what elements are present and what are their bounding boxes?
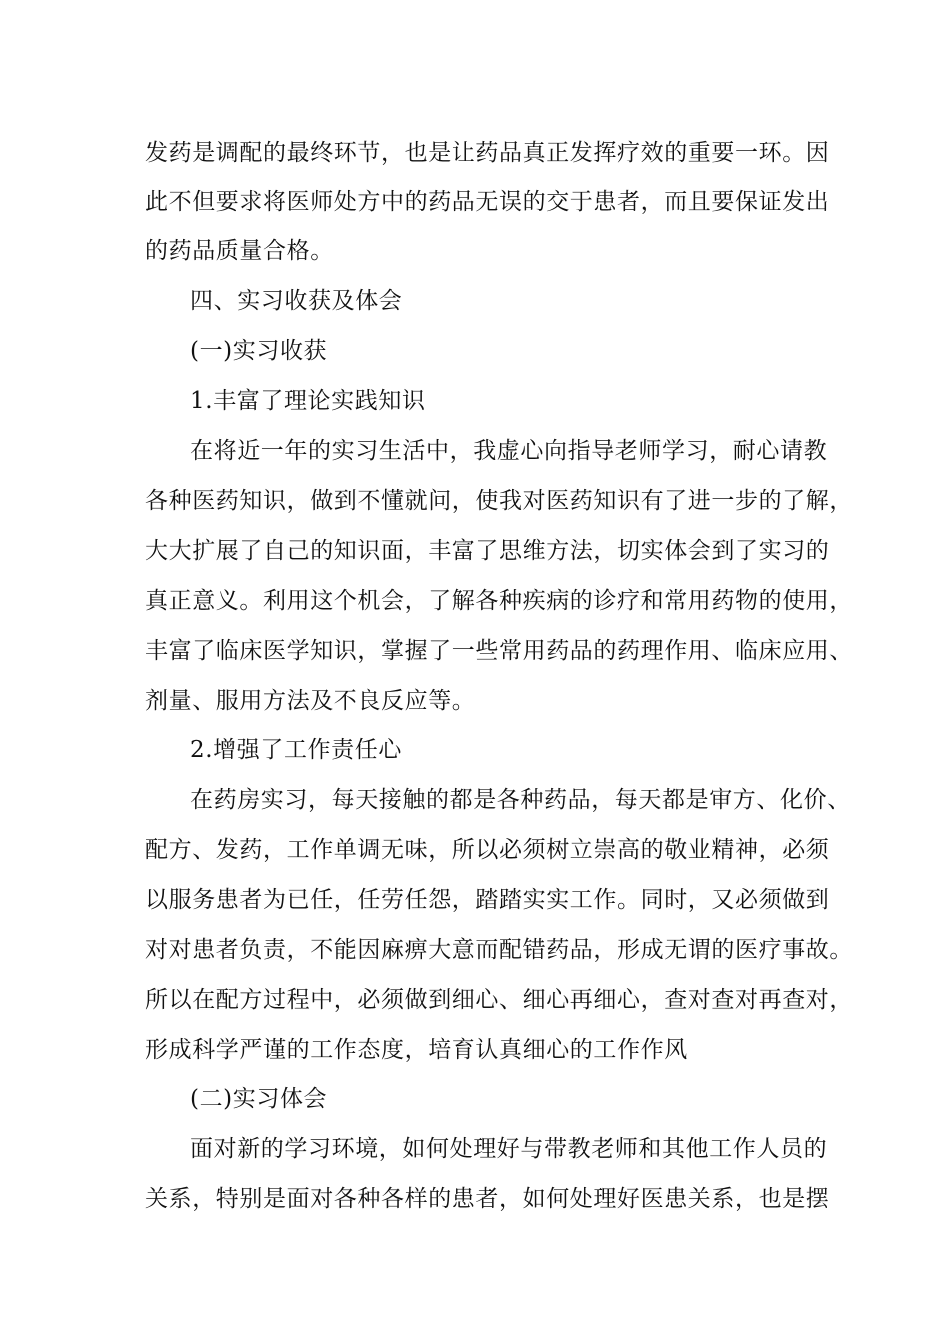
paragraph-line: 在药房实习，每天接触的都是各种药品，每天都是审方、化价、 xyxy=(190,787,851,813)
item-heading: 2.增强了工作责任心 xyxy=(190,737,402,763)
paragraph-line: 对对患者负责，不能因麻痹大意而配错药品，形成无谓的医疗事故。 xyxy=(145,937,853,963)
paragraph-line: 以服务患者为已任，任劳任怨，踏踏实实工作。同时，又必须做到 xyxy=(145,887,830,913)
subsection-heading: (二)实习体会 xyxy=(190,1086,328,1112)
paragraph-line: 发药是调配的最终环节，也是让药品真正发挥疗效的重要一环。因 xyxy=(145,140,830,166)
paragraph-line: 形成科学严谨的工作态度，培育认真细心的工作作风 xyxy=(145,1037,688,1063)
paragraph-line: 关系，特别是面对各种各样的患者，如何处理好医患关系，也是摆 xyxy=(145,1186,830,1212)
paragraph-line: 大大扩展了自己的知识面，丰富了思维方法，切实体会到了实习的 xyxy=(145,538,830,564)
paragraph-line: 各种医药知识，做到不懂就问，使我对医药知识有了进一步的了解， xyxy=(145,488,853,514)
section-heading: 四、实习收获及体会 xyxy=(190,288,403,314)
paragraph-line: 面对新的学习环境，如何处理好与带教老师和其他工作人员的 xyxy=(190,1136,828,1162)
paragraph-line: 丰富了临床医学知识，掌握了一些常用药品的药理作用、临床应用、 xyxy=(145,638,853,664)
paragraph-line: 此不但要求将医师处方中的药品无误的交于患者，而且要保证发出 xyxy=(145,189,830,215)
paragraph-line: 真正意义。利用这个机会，了解各种疾病的诊疗和常用药物的使用， xyxy=(145,588,853,614)
paragraph-line: 的药品质量合格。 xyxy=(145,238,334,264)
subsection-heading: (一)实习收获 xyxy=(190,338,328,364)
paragraph-line: 剂量、服用方法及不良反应等。 xyxy=(145,688,476,714)
paragraph-line: 在将近一年的实习生活中，我虚心向指导老师学习，耐心请教 xyxy=(190,438,828,464)
paragraph-line: 所以在配方过程中，必须做到细心、细心再细心，查对查对再查对， xyxy=(145,987,853,1013)
paragraph-line: 配方、发药，工作单调无味，所以必须树立崇高的敬业精神，必须 xyxy=(145,837,830,863)
item-heading: 1.丰富了理论实践知识 xyxy=(190,388,426,414)
